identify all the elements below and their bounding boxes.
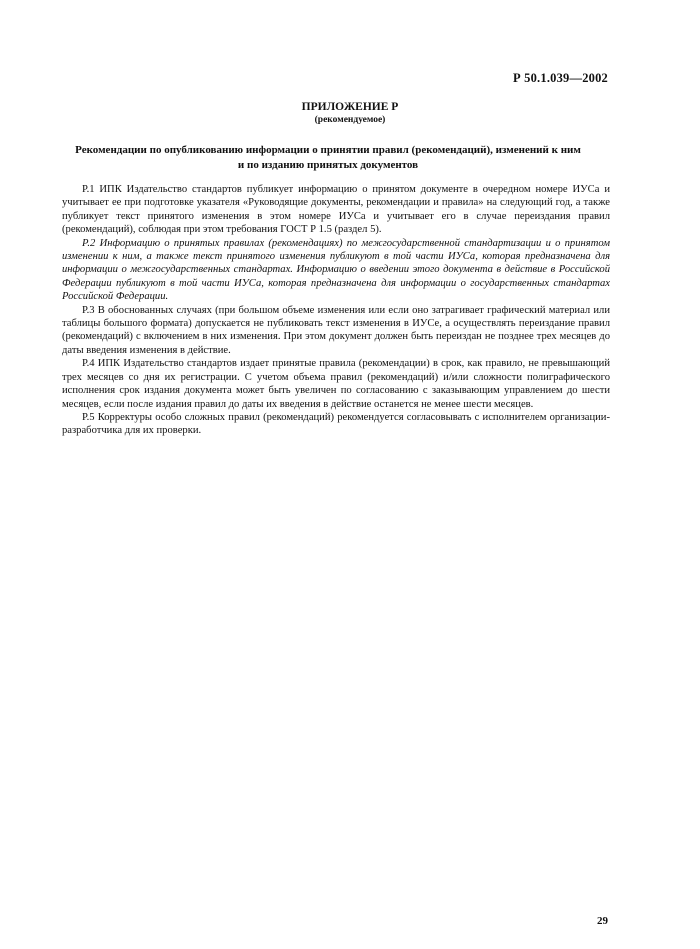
paragraph-p3: Р.3 В обоснованных случаях (при большом объеме изменения или если оно затрагивает графический материал или таблицы большого формата) допускается не публиковать текст изменения в ИУСе, а осуществлять переиздание правил (рекомендаций) с включением в них изменения. При этом документ должен быть переиздан не позднее трех месяцев до даты введения изменения в действие.: [62, 304, 610, 356]
section-heading-line-1: Рекомендации по опубликованию информации о принятии правил (рекомендаций), изменений к ним: [75, 144, 581, 156]
section-heading: [36, 143, 620, 173]
page-number: 29: [597, 915, 608, 927]
appendix-title: ПРИЛОЖЕНИЕ Р: [301, 101, 399, 113]
body-text: [62, 183, 610, 438]
section-heading-line-2: и по изданию принятых документов: [237, 159, 419, 171]
document-code: Р 50.1.039—2002: [512, 71, 608, 85]
paragraph-p4: Р.4 ИПК Издательство стандартов издает принятые правила (рекомендации) в срок, как правило, не превышающий трех месяцев со дня их регистрации. С учетом объема правил (рекомендаций) и/или сложности полиграфического исполнения срок издания документа может быть увеличен по согласованию с заказывающим управлением до шести месяцев, если после издания правил до даты их введения в действие останется не менее шести месяцев.: [62, 358, 610, 410]
paragraph-p1: Р.1 ИПК Издательство стандартов публикует информацию о принятом документе в очередном номере ИУСа и учитывает ее при подготовке указателя «Руководящие документы, рекомендации и правила» на следующий год, а также публикует текст принятого изменения в этом номере ИУСа и учитывает его в случае переиздания правил (рекомендаций), соблюдая при этом требования ГОСТ Р 1.5 (раздел 5).: [62, 184, 610, 236]
paragraph-p5: Р.5 Корректуры особо сложных правил (рекомендаций) рекомендуется согласовывать с исполнителем организации-разработчика для их проверки.: [62, 411, 610, 437]
paragraph-p2: Р.2 Информацию о принятых правилах (рекомендациях) по межгосударственной стандартизации и о принятом изменении к ним, а также текст принятого изменения публикуют в той части ИУСа, которая предназначена для информации о межгосударственных стандартах. Информацию о введении этого документа в действие в Российской Федерации публикуют в той части ИУСа, которая предназначена для информации о государственных стандартах Российской Федерации.: [62, 237, 610, 303]
appendix-subtitle: (рекомендуемое): [314, 115, 386, 125]
